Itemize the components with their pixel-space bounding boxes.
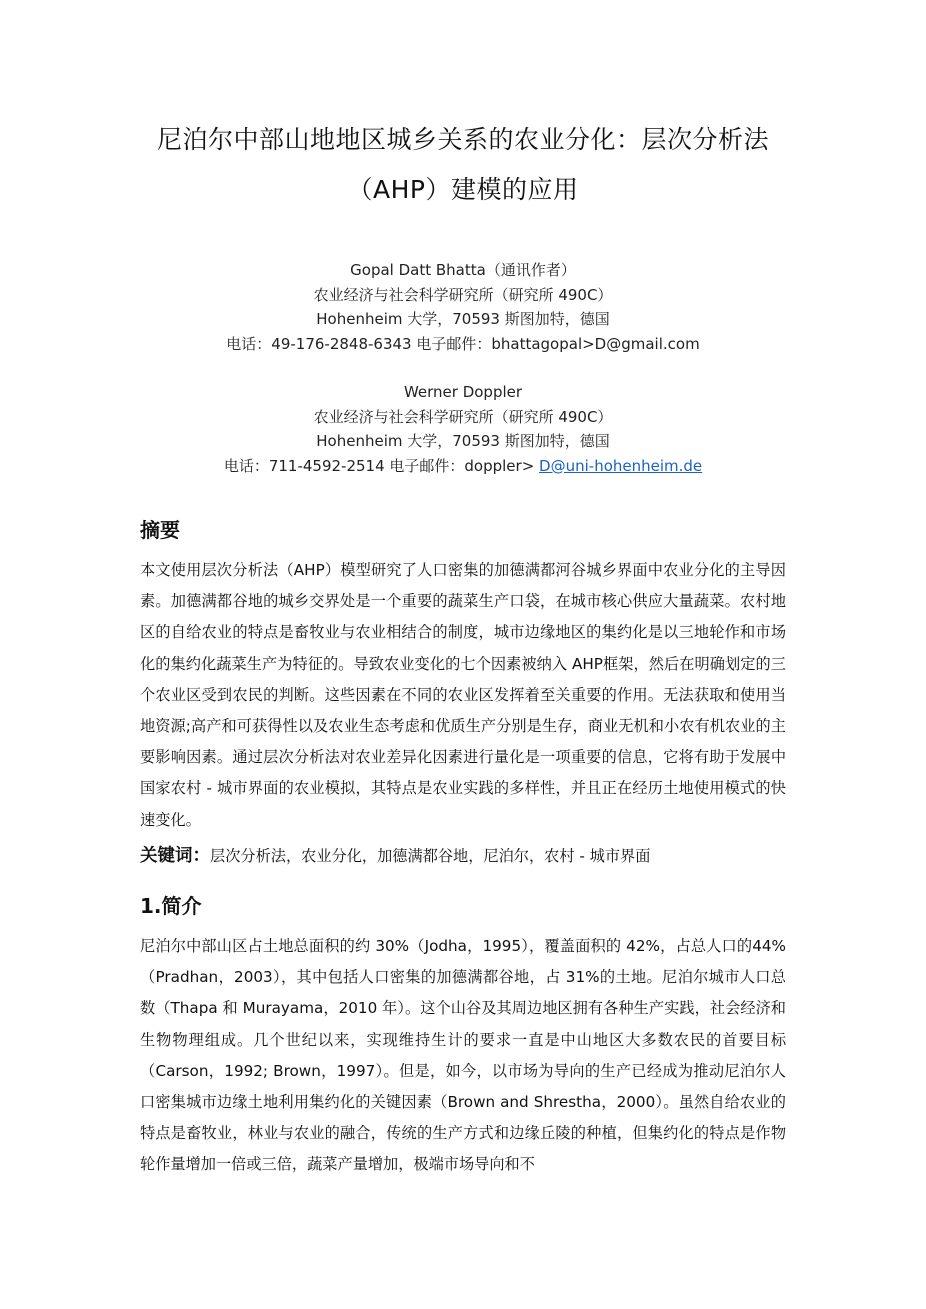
author-contact-text: 电话：711-4592-2514 电子邮件：doppler> [223, 456, 540, 475]
keywords-line [140, 842, 786, 870]
author-institute: 农业经济与社会科学研究所（研究所 490C） [313, 285, 613, 304]
abstract-text: 本文使用层次分析法（AHP）模型研究了人口密集的加德满都河谷城乡界面中农业分化的主导因素。加德满都谷地的城乡交界处是一个重要的蔬菜生产口袋，在城市核心供应大量蔬菜。农村地区的自给农业的特点是畜牧业与农业相结合的制度，城市边缘地区的集约化是以三地轮作和市场化的集约化蔬菜生产为特征的。导致农业变化的七个因素被纳入 AHP框架，然后在明确划定的三个农业区受到农民的判断。这些因素在不同的农业区发挥着至关重要的作用。无法获取和使用当地资源;高产和可获得性以及农业生态考虑和优质生产分别是生存，商业无机和小农有机农业的主要影响因素。通过层次分析法对农业差异化因素进行量化是一项重要的信息，它将有助于发展中国家农村 - 城市界面的农业模拟，其特点是农业实践的多样性，并且正在经历土地使用模式的快速变化。 [140, 561, 786, 829]
author-block-2 [100, 380, 826, 478]
paper-title-line-1: 尼泊尔中部山地地区城乡关系的农业分化：层次分析法 [156, 125, 769, 154]
keywords-text: 层次分析法，农业分化，加德满都谷地，尼泊尔，农村 - 城市界面 [210, 847, 651, 865]
keywords-label: 关键词： [140, 846, 210, 866]
email-link[interactable]: D@uni-hohenheim.de [539, 456, 703, 475]
author-name: Werner Doppler [403, 383, 523, 401]
abstract-heading: 摘要 [140, 518, 180, 542]
author-block-1 [100, 258, 826, 356]
paper-title-line-2: （AHP）建模的应用 [347, 175, 579, 204]
intro-text: 尼泊尔中部山区占土地总面积的约 30%（Jodha，1995），覆盖面积的 42%，占总人口的44%（Pradhan，2003），其中包括人口密集的加德满都谷地，占 31%的土地。尼泊尔城市人口总数（Thapa 和 Murayama，2010 年）。这个山谷及其周边地区拥有各种生产实践，社会经济和生物物理组成。几个世纪以来，实现维持生计的要求一直是中山地区大多数农民的首要目标（Carson，1992; Brown，1997）。但是，如今，以市场为导向的生产已经成为推动尼泊尔人口密集城市边缘土地利用集约化的关键因素（Brown and Shrestha，2000）。虽然自给农业的特点是畜牧业，林业与农业的融合，传统的生产方式和边缘丘陵的种植，但集约化的特点是作物轮作量增加一倍或三倍，蔬菜产量增加，极端市场导向和不 [140, 937, 786, 1174]
author-contact [100, 454, 826, 479]
author-contact: 电话：49-176-2848-6343 电子邮件：bhattagopal>D@gmail.com [226, 334, 700, 353]
author-name: Gopal Datt Bhatta（通讯作者） [350, 261, 576, 279]
author-university: Hohenheim 大学，70593 斯图加特，德国 [316, 432, 610, 450]
intro-heading: 1.简介 [140, 894, 202, 918]
author-university: Hohenheim 大学，70593 斯图加特，德国 [316, 310, 610, 328]
author-institute: 农业经济与社会科学研究所（研究所 490C） [313, 407, 613, 426]
